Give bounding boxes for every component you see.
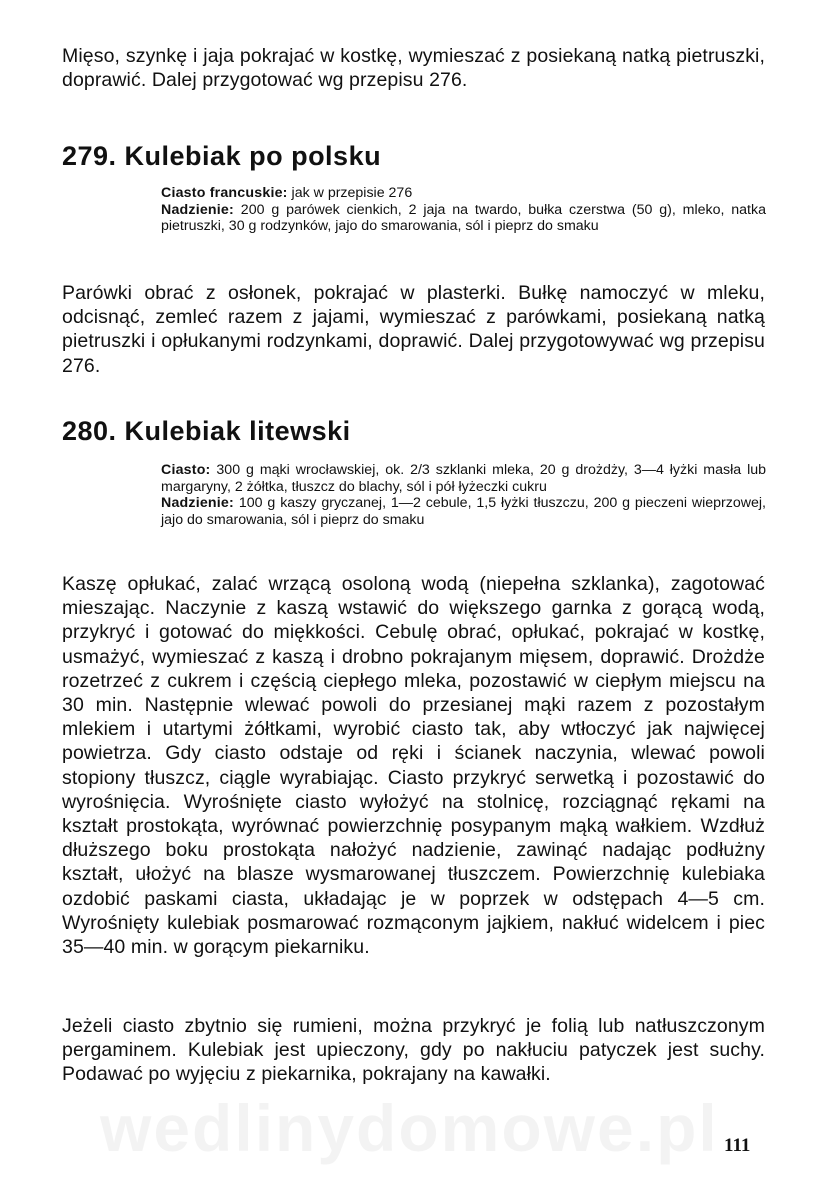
recipe-280-heading: 280. Kulebiak litewski [62,416,351,446]
recipe-280-ingredients [161,462,766,528]
ingredient-label: Nadzienie: [161,201,234,218]
ingredient-label: Ciasto: [161,462,211,478]
ingredient-text: jak w przepisie 276 [287,185,413,201]
ingredient-line-dough [161,462,766,495]
recipe-280-notes: Jeżeli ciasto zbytnio się rumieni, można przykryć je folią lub natłuszczonym pergaminem. Kulebiak jest upieczony, gdy po nakłuciu patyczek jest suchy. Podawać po wyjęciu z piekarnika, pokrajany na kawałki. [62,1015,765,1086]
recipe-279-ingredients [161,185,766,235]
ingredient-label: Ciasto francuskie: [161,185,288,201]
ingredient-line-dough [161,185,766,202]
ingredient-text: 100 g kaszy gryczanej, 1—2 cebule, 1,5 łyżki tłuszczu, 200 g pieczeni wieprzowej, jajo do smarowania, sól i pieprz do smaku [161,495,766,528]
intro-paragraph: Mięso, szynkę i jaja pokrajać w kostkę, wymieszać z posiekaną natką pietruszki, doprawić. Dalej przygotować wg przepisu 276. [62,45,765,92]
recipe-279-instructions: Parówki obrać z osłonek, pokrajać w plasterki. Bułkę namoczyć w mleku, odcisnąć, zemleć razem z jajami, wymieszać z parówkami, posiekaną natką pietruszki i opłukanymi rodzynkami, doprawić. Dalej przygotowywać wg przepisu 276. [62,282,765,377]
page-number: 111 [724,1135,751,1156]
ingredient-text: 200 g parówek cienkich, 2 jaja na twardo, bułka czerstwa (50 g), mleko, natka pietruszki, 30 g rodzynków, jajo do smarowania, sól i pieprz do smaku [161,201,766,235]
ingredient-label: Nadzienie: [161,495,234,512]
recipe-279-heading: 279. Kulebiak po polsku [62,141,382,171]
ingredient-text: 300 g mąki wrocławskiej, ok. 2/3 szklanki mleka, 20 g drożdży, 3—4 łyżki masła lub margaryny, 2 żółtka, tłuszcz do blachy, sól i pół łyżeczki cukru [161,462,766,495]
site-watermark [100,1090,740,1166]
ingredient-line-filling [161,202,766,235]
recipe-280-instructions: Kaszę opłukać, zalać wrzącą osoloną wodą (niepełna szklanka), zagotować mieszając. Naczynie z kaszą wstawić do większego garnka z gorącą wodą, przykryć i gotować do miękkości. Cebulę obrać, opłukać, pokrajać w kostkę, usmażyć, wymieszać z kaszą i drobno pokrajanym mięsem, doprawić. Drożdże rozetrzeć z cukrem i częścią ciepłego mleka, pozostawić w ciepłym miejscu na 30 min. Następnie wlewać powoli do przesianej mąki razem z pozostałym mlekiem i utartymi żółtkami, wyrobić ciasto tak, aby wtłoczyć jak najwięcej powietrza. Gdy ciasto odstaje od ręki i ścianek naczynia, wlewać powoli stopiony tłuszcz, ciągle wyrabiając. Ciasto przykryć serwetką i pozostawić do wyrośnięcia. Wyrośnięte ciasto wyłożyć na stolnicę, rozciągnąć rękami na kształt prostokąta, wyrównać powierzchnię posypanym mąką wałkiem. Wzdłuż dłuższego boku prostokąta nałożyć nadzienie, zawinąć nadając podłużny kształt, ułożyć na blasze wysmarowanej tłuszczem. Powierzchnię kulebiaka ozdobić paskami ciasta, układając je w poprzek w odstępach 4—5 cm. Wyrośnięty kulebiak posmarować rozmąconym jajkiem, nakłuć widelcem i piec 35—40 min. w gorącym piekarniku. [62,573,765,959]
ingredient-line-filling [161,495,766,528]
